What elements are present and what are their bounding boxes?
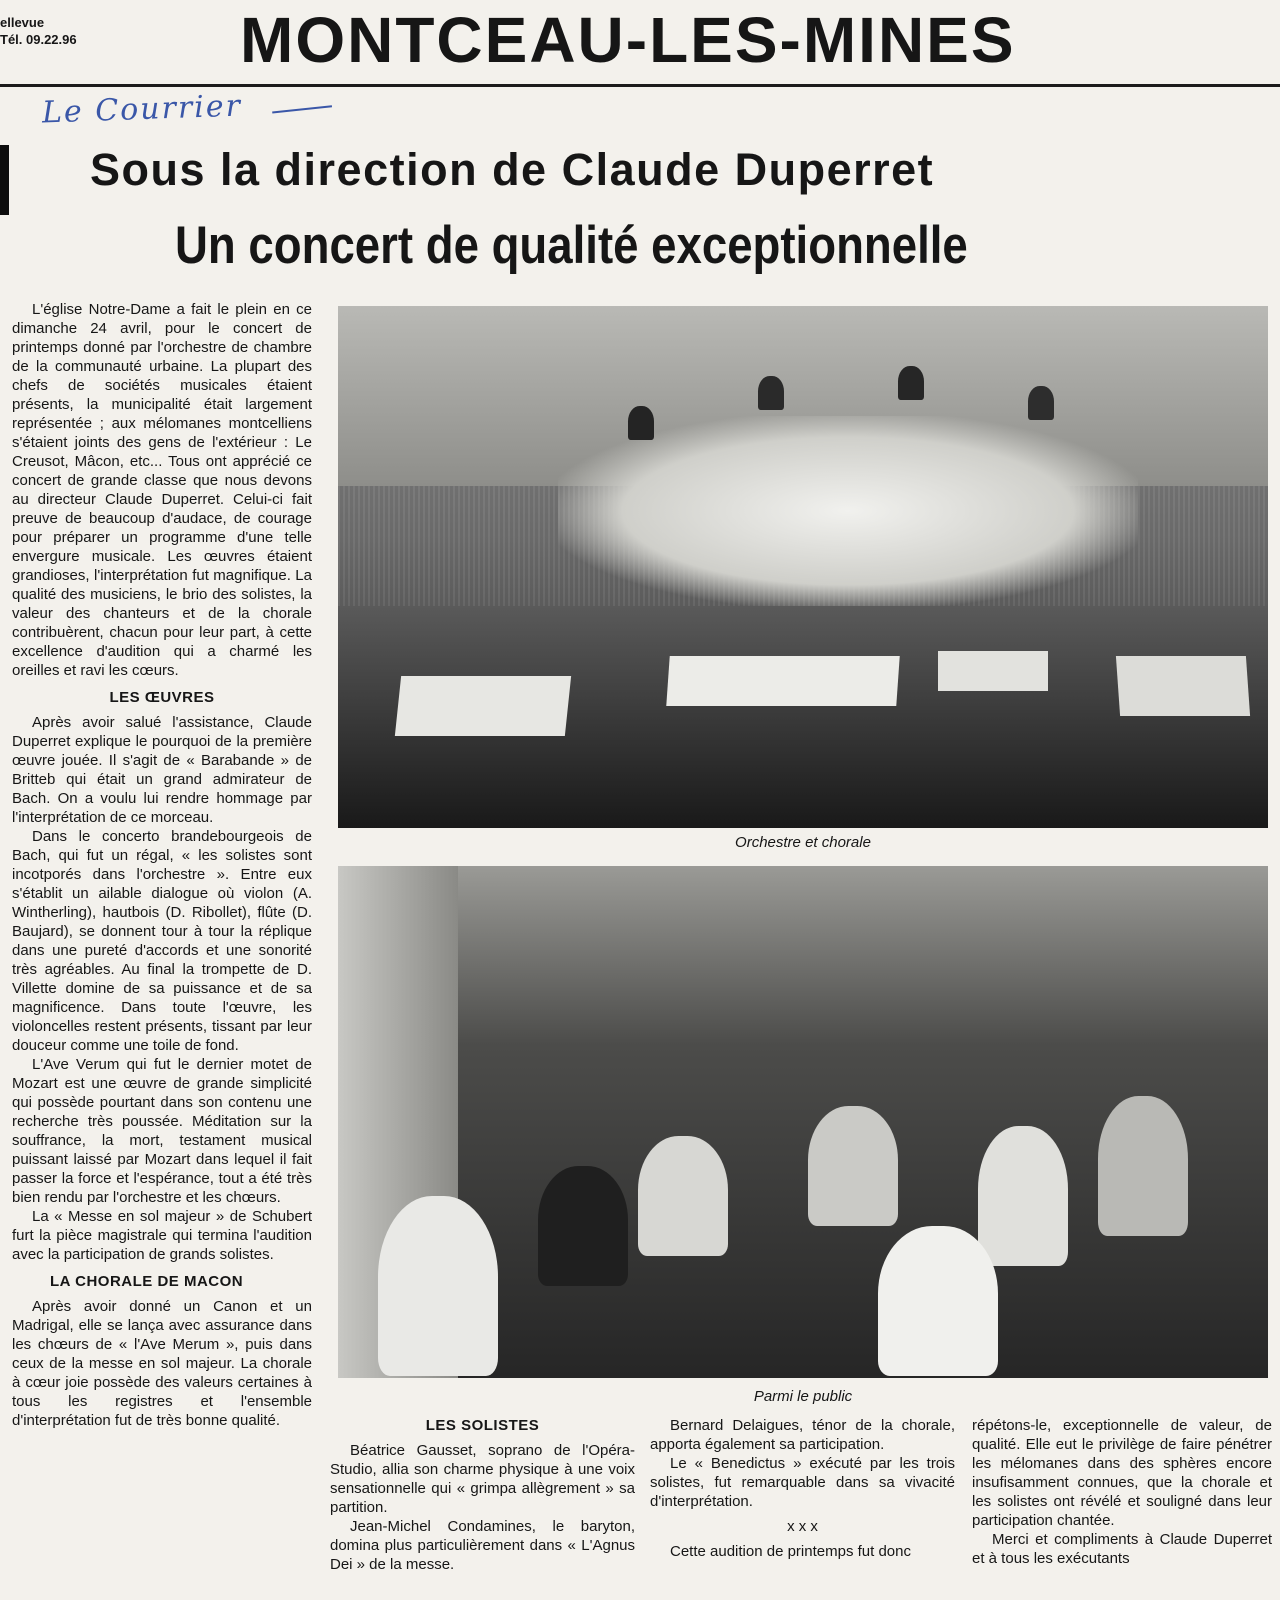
audience-member xyxy=(808,1106,898,1226)
headline: Un concert de qualité exceptionnelle xyxy=(175,216,968,275)
paragraph: Jean-Michel Condamines, le baryton, domina plus particulièrement dans « L'Agnus Dei » de la messe. xyxy=(330,1518,635,1573)
audience-member xyxy=(978,1126,1068,1266)
masthead-contact xyxy=(0,14,77,48)
audience-member xyxy=(378,1196,498,1376)
paragraph: répétons-le, exceptionnelle de valeur, de qualité. Elle eut le privilège de faire pénétrer les mélomanes dans des sphères encore insufisamment connues, que la chorale et les solistes ont révélé et souligné dans leur participation chantée. xyxy=(972,1417,1272,1529)
photo-caption-bottom: Parmi le public xyxy=(753,1388,853,1405)
masthead-left-line1: ellevue xyxy=(0,15,45,30)
paragraph: L'église Notre-Dame a fait le plein en ce dimanche 24 avril, pour le concert de printemps donné par l'orchestre de chambre de la communauté urbaine. La plupart des chefs de sociétés musicales étaient présents, la municipalité était largement représentée ; aux mélomanes montcelliens s'étaient joints des gens de l'extérieur : Le Creusot, Mâcon, etc... Tous ont apprécié ce concert de grande classe que nous devons au directeur Claude Duperret. Celui-ci fait preuve de beaucoup d'audace, de courage pour préparer un programme d'une telle envergure musicale. Les œuvres étaient grandioses, l'interprétation fut magnifique. La qualité des musiciens, le brio des solistes, la valeur des chanteurs et de la chorale contribuèrent, chacun pour leur part, à cette excellence d'audition qui a charmé les oreilles et ravi les cœurs. xyxy=(12,301,312,679)
edge-bar xyxy=(0,145,9,215)
section-heading-solistes: LES SOLISTES xyxy=(425,1417,540,1434)
music-stand xyxy=(938,651,1048,691)
paragraph: Dans le concerto brandebourgeois de Bach, qui fut un régal, « les solistes sont incotporés dans l'orchestre ». Entre eux s'établit un ailable dialogue où violon (A. Wintherling), hautbois (D. Ribollet), flûte (D. Baujard), se donnent tour à tour la réplique dans une pureté d'accords et une sonorité très agréables. Au final la trompette de D. Villette domine de sa puissance et de sa magnificence. Dans toute l'œuvre, les violoncelles restent présents, tissant par leur douceur comme une toile de fond. xyxy=(12,828,312,1054)
music-stand xyxy=(666,656,899,706)
photo-audience xyxy=(338,866,1268,1378)
paragraph: La « Messe en sol majeur » de Schubert furt la pièce magistrale qui termina l'audition avec la participation de grands solistes. xyxy=(12,1208,312,1263)
choir-group xyxy=(558,416,1138,606)
paragraph: Merci et compliments à Claude Duperret et à tous les exécutants xyxy=(972,1531,1272,1567)
choir-singer xyxy=(758,376,784,410)
section-heading-oeuvres: LES ŒUVRES xyxy=(109,689,215,706)
audience-member xyxy=(638,1136,728,1256)
audience-member xyxy=(538,1166,628,1286)
paragraph: Le « Benedictus » exécuté par les trois solistes, fut remarquable dans sa vivacité d'interprétation. xyxy=(650,1455,955,1510)
choir-singer xyxy=(1028,386,1054,420)
music-stand xyxy=(395,676,571,736)
masthead-rule xyxy=(0,84,1280,87)
paragraph: Après avoir donné un Canon et un Madrigal, elle se lança avec assurance dans les chœurs de « l'Ave Merum », puis dans ceux de la messe en sol majeur. La chorale à cœur joie possède des valeurs certaines à tous les registres et l'ensemble d'interprétation fut de très bonne qualité. xyxy=(12,1298,312,1429)
handwritten-paper-name: Le Courrier xyxy=(41,88,243,131)
kicker-title: Sous la direction de Claude Duperret xyxy=(90,144,935,195)
audience-member xyxy=(878,1226,998,1376)
masthead-left-line2: Tél. 09.22.96 xyxy=(0,32,77,47)
paragraph: Cette audition de printemps fut donc xyxy=(670,1543,911,1560)
paragraph: Béatrice Gausset, soprano de l'Opéra-Studio, allia son charme physique à une voix sensationnelle qui « grimpa allègrement » sa partition. xyxy=(330,1442,635,1516)
choir-singer xyxy=(898,366,924,400)
music-stand xyxy=(1116,656,1250,716)
section-heading-chorale: LA CHORALE DE MACON xyxy=(50,1273,244,1290)
photo-orchestra-choir xyxy=(338,306,1268,828)
paragraph: L'Ave Verum qui fut le dernier motet de Mozart est une œuvre de grande simplicité qui possède pourtant dans son contenu une recherche très poussée. Méditation sur la souffrance, la mort, testament musical puissant laissé par Mozart dans lequel il fait passer la force et l'espérance, tout a été très bien rendu par l'orchestre et les chœurs. xyxy=(12,1056,312,1206)
article-column-3 xyxy=(650,1416,955,1561)
photo-caption-top: Orchestre et chorale xyxy=(735,834,871,851)
article-column-4 xyxy=(972,1416,1272,1568)
article-column-2 xyxy=(330,1412,635,1574)
paragraph: Bernard Delaigues, ténor de la chorale, apporta également sa participation. xyxy=(650,1417,955,1453)
audience-member xyxy=(1098,1096,1188,1236)
separator: x x x xyxy=(787,1518,818,1535)
article-column-1 xyxy=(12,300,312,1430)
choir-singer xyxy=(628,406,654,440)
paragraph: Après avoir salué l'assistance, Claude Duperret explique le pourquoi de la première œuvre jouée. Il s'agit de « Barabande » de Britteb qui était un grand admirateur de Bach. On a voulu lui rendre hommage par l'interprétation de ce morceau. xyxy=(12,714,312,826)
city-title: MONTCEAU-LES-MINES xyxy=(240,4,1016,76)
